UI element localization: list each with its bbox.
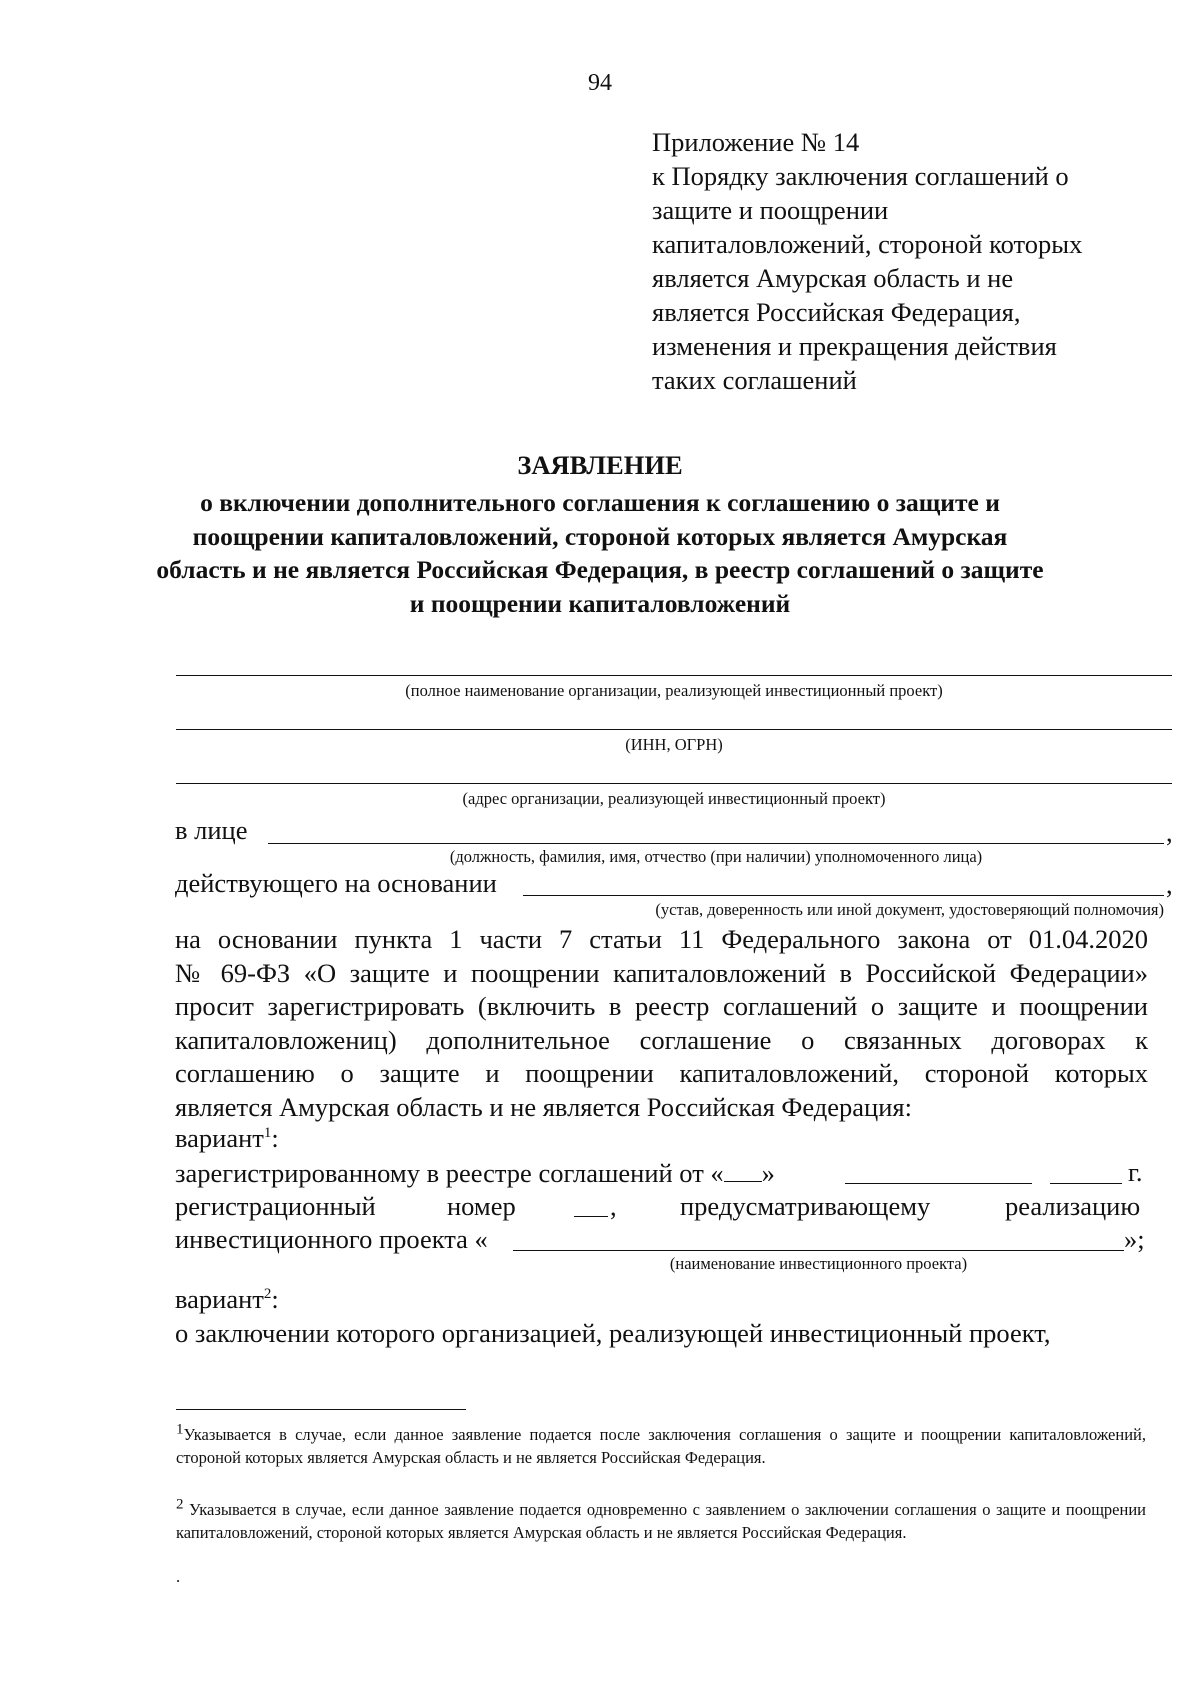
footnote-separator: [176, 1409, 466, 1410]
appendix-line: является Амурская область и не: [652, 263, 1014, 293]
in-person-comma: ,: [1166, 817, 1173, 847]
acting-comma: ,: [1166, 869, 1173, 899]
project-name-field-line[interactable]: [513, 1250, 1124, 1251]
appendix-line: к Порядку заключения соглашений о: [652, 161, 1069, 191]
stray-mark: .: [176, 1567, 181, 1586]
variant2-label: вариант$^2$:: [175, 1284, 279, 1314]
in-person-field-line[interactable]: [268, 843, 1164, 844]
reg-word-providing: предусматривающему: [680, 1191, 931, 1221]
body-line: является Амурская область и не является Российская Федерация:: [175, 1091, 912, 1122]
reg-word-registration: регистрационный: [175, 1191, 376, 1221]
reg-word-implementation: реализацию: [1005, 1191, 1141, 1221]
address-field-line[interactable]: [176, 783, 1172, 784]
year-suffix: г.: [1128, 1157, 1143, 1187]
in-person-label: в лице: [175, 815, 248, 845]
appendix-line: изменения и прекращения действия: [652, 331, 1057, 361]
org-name-field-line[interactable]: [176, 675, 1172, 676]
appendix-line: защите и поощрении: [652, 195, 889, 225]
inn-field-line[interactable]: [176, 729, 1172, 730]
footnote-ref-2: 2: [263, 1286, 272, 1303]
org-name-caption: (полное наименование организации, реализующей инвестиционный проект): [405, 681, 943, 700]
body-paragraph: [175, 923, 1148, 1124]
reg-word-number: номер: [447, 1191, 516, 1221]
reg-day-field[interactable]: [724, 1157, 762, 1182]
inn-caption: (ИНН, ОГРН): [625, 735, 723, 754]
reg-year-field-line[interactable]: [1050, 1183, 1122, 1184]
body-line: просит зарегистрировать (включить в реестр соглашений о защите и поощрении: [175, 991, 1148, 1021]
reg-number-comma: ,: [610, 1191, 617, 1221]
in-person-caption: (должность, фамилия, имя, отчество (при наличии) уполномоченного лица): [449, 847, 983, 866]
document-title: ЗАЯВЛЕНИЕ: [517, 450, 683, 480]
registered-line: зарегистрированному в реестре соглашений от « »: [175, 1158, 775, 1188]
appendix-line: Приложение № 14: [652, 127, 860, 157]
project-caption: (наименование инвестиционного проекта): [669, 1254, 968, 1273]
variant1-label: вариант$^1$:: [175, 1123, 279, 1153]
body-line: соглашению о защите и поощрении капиталовложений, стороной которых: [175, 1058, 1148, 1088]
footnote-1: $^1$Указывается в случае, если данное заявление подается после заключения соглашения о защите и поощрении капиталовложений, стороной которых является Амурская область и не является Российская Федерация.: [176, 1421, 1146, 1467]
last-body-line: о заключении которого организацией, реализующей инвестиционный проект,: [175, 1318, 1051, 1348]
project-label: инвестиционного проекта «: [175, 1224, 488, 1254]
appendix-block: [652, 125, 1172, 397]
body-line: на основании пункта 1 части 7 статьи 11 Федерального закона от 01.04.2020: [175, 924, 1148, 954]
reg-month-field-line[interactable]: [845, 1183, 1032, 1184]
appendix-line: таких соглашений: [652, 365, 857, 395]
footnote-2: $^2$ Указывается в случае, если данное заявление подается одновременно с заявлением о заключении соглашения о защите и поощрении капиталовложений, стороной которых является Амурская область и не является Российская Федерация.: [176, 1496, 1146, 1542]
page-number: 94: [588, 70, 612, 96]
body-line: капиталовложениц) дополнительное соглашение о связанных договорах к: [175, 1024, 1148, 1055]
appendix-line: капиталовложений, стороной которых: [652, 229, 1083, 259]
acting-label: действующего на основании: [175, 868, 497, 898]
appendix-line: является Российская Федерация,: [652, 297, 1021, 327]
acting-caption: (устав, доверенность или иной документ, удостоверяющий полномочия): [655, 900, 1164, 919]
document-subtitle: о включении дополнительного соглашения к соглашению о защите и поощрении капиталовложений, стороной которых является Амурская область и не является Российская Федерация, в реестр соглашений о защите и поощрении капиталовложений: [156, 488, 1044, 618]
body-line: № 69-ФЗ «О защите и поощрении капиталовложений в Российской Федерации»: [175, 957, 1148, 988]
project-close: »;: [1124, 1224, 1145, 1254]
footnote-ref-1: 1: [263, 1125, 272, 1142]
address-caption: (адрес организации, реализующей инвестиционный проект): [462, 789, 886, 808]
acting-field-line[interactable]: [523, 895, 1164, 896]
reg-number-field-line[interactable]: [574, 1216, 608, 1217]
